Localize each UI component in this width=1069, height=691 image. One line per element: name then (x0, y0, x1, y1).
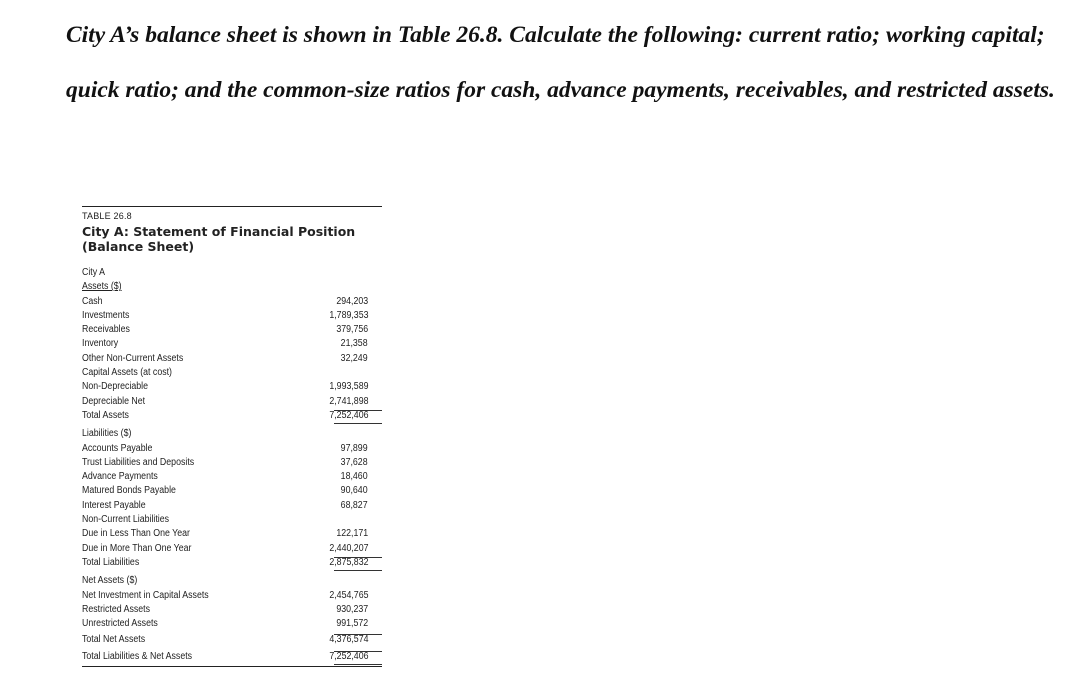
table-row-total (82, 556, 382, 570)
table-row (82, 337, 382, 351)
row-label: Investments (82, 309, 130, 321)
row-label: Depreciable Net (82, 395, 146, 407)
row-value: 68,827 (341, 499, 368, 511)
table-row (82, 266, 382, 280)
row-value: 930,237 (336, 603, 368, 615)
row-value: 37,628 (341, 456, 368, 468)
row-label: Total Assets (82, 409, 129, 421)
row-label: Assets ($) (82, 281, 122, 293)
row-label: Non-Current Liabilities (82, 514, 170, 526)
row-label: Net Investment in Capital Assets (82, 589, 209, 601)
table-row (82, 442, 382, 456)
row-value: 294,203 (336, 295, 368, 307)
table-row-total (82, 409, 382, 423)
table-top-rule (82, 206, 382, 207)
row-value: 4,376,574 (328, 634, 368, 646)
row-label: Cash (82, 295, 103, 307)
table-bottom-rule (82, 666, 382, 667)
row-label: Due in More Than One Year (82, 542, 192, 554)
row-value: 7,252,406 (328, 650, 368, 662)
table-row (82, 295, 382, 309)
row-label: Matured Bonds Payable (82, 485, 176, 497)
row-value: 18,460 (341, 471, 368, 483)
row-label: Total Net Assets (82, 634, 146, 646)
row-value: 1,789,353 (328, 309, 368, 321)
table-row (82, 574, 382, 588)
table-row (82, 484, 382, 498)
table-row-total (82, 633, 382, 647)
table-title-line-2: (Balance Sheet) (82, 239, 195, 254)
row-label: Interest Payable (82, 499, 146, 511)
row-value: 122,171 (336, 528, 368, 540)
table-row (82, 280, 382, 294)
row-value: 2,454,765 (328, 589, 368, 601)
row-label: Restricted Assets (82, 603, 150, 615)
row-value: 97,899 (341, 442, 368, 454)
row-label: Net Assets ($) (82, 575, 138, 587)
row-label: Non-Depreciable (82, 381, 149, 393)
row-label: Capital Assets (at cost) (82, 367, 172, 379)
row-label: City A (82, 267, 105, 278)
row-label: Accounts Payable (82, 442, 153, 454)
balance-sheet-table (82, 206, 382, 667)
row-value: 991,572 (336, 618, 368, 630)
table-title-line-1: City A: Statement of Financial Position (82, 224, 356, 239)
row-label: Advance Payments (82, 471, 158, 483)
row-value: 7,252,406 (328, 409, 368, 421)
row-value: 21,358 (341, 338, 368, 350)
table-row (82, 499, 382, 513)
table-row-total (82, 650, 382, 664)
table-row (82, 589, 382, 603)
row-value: 32,249 (341, 352, 368, 364)
table-row (82, 470, 382, 484)
table-row (82, 380, 382, 394)
row-label: Due in Less Than One Year (82, 528, 190, 540)
row-label: Receivables (82, 324, 130, 336)
table-row (82, 309, 382, 323)
question-text: City A’s balance sheet is shown in Table 26.8. Calculate the following: current ratio; working capital; quick ratio; and the common-size ratios for cash, advance payments, receivables, and restricted assets. (66, 22, 1055, 103)
table-row (82, 323, 382, 337)
row-label: Total Liabilities & Net Assets (82, 650, 193, 662)
table-row (82, 366, 382, 380)
table-title (82, 224, 382, 254)
table-number: TABLE 26.8 (82, 211, 132, 221)
row-label: Total Liabilities (82, 556, 140, 568)
row-value: 379,756 (336, 324, 368, 336)
row-value: 2,440,207 (328, 542, 368, 554)
row-label: Other Non-Current Assets (82, 352, 184, 364)
row-label: Liabilities ($) (82, 428, 132, 440)
row-value: 2,741,898 (328, 395, 368, 407)
table-row (82, 603, 382, 617)
table-rows (82, 266, 382, 664)
table-row (82, 395, 382, 409)
row-value: 2,875,832 (328, 556, 368, 568)
row-value: 90,640 (341, 485, 368, 497)
row-label: Unrestricted Assets (82, 618, 158, 630)
table-row (82, 527, 382, 541)
table-row (82, 427, 382, 441)
table-row (82, 456, 382, 470)
table-row (82, 542, 382, 556)
table-row (82, 617, 382, 631)
row-label: Trust Liabilities and Deposits (82, 456, 195, 468)
table-row (82, 352, 382, 366)
row-value: 1,993,589 (328, 381, 368, 393)
table-row (82, 513, 382, 527)
row-label: Inventory (82, 338, 119, 350)
